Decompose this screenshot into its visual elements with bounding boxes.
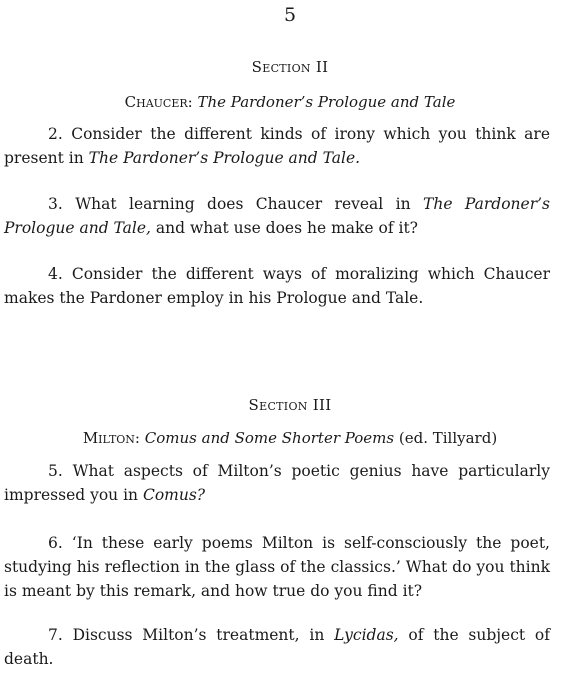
question-7-title: Lycidas,: [334, 626, 399, 644]
question-4-text: Consider the different ways of moralizing which Chaucer makes the Pardoner employ in his Prologue and Tale.: [4, 265, 550, 307]
question-3-number: 3.: [48, 195, 63, 213]
question-3-title: The Pardoner’s Prologue and Tale,: [4, 195, 550, 237]
question-6-number: 6.: [48, 534, 63, 552]
section-2-heading: [0, 58, 580, 76]
question-7-number: 7.: [48, 626, 63, 644]
question-5-text: What aspects of Milton’s poetic genius have particularly impressed you in: [4, 462, 550, 504]
question-7-text-end: of the subject of death.: [4, 626, 550, 668]
section-2-heading-initial: S: [251, 58, 263, 76]
question-2-number: 2.: [48, 125, 63, 143]
question-3: [4, 192, 550, 240]
question-2-title: The Pardoner’s Prologue and Tale.: [88, 149, 361, 167]
question-5-title: Comus?: [142, 486, 206, 504]
section-3-heading-initial: S: [248, 396, 260, 414]
question-7: [4, 623, 550, 671]
question-3-text-end: and what use does he make of it?: [155, 219, 418, 237]
section-2-separator: :: [187, 93, 193, 111]
question-6-text: ‘In these early poems Milton is self-consciously the poet, studying his reflection in the glass of the classics.’ What do you think is meant by this remark, and how true do you find it?: [4, 534, 550, 600]
question-4: [4, 262, 550, 310]
section-3-editor-note: (ed. Tillyard): [398, 429, 498, 447]
section-3-subtitle: [0, 429, 580, 447]
section-2-work-title: The Pardoner’s Prologue and Tale: [197, 93, 456, 111]
section-3-heading: [0, 396, 580, 414]
question-2: [4, 122, 550, 170]
section-3-separator: :: [134, 429, 140, 447]
question-6: [4, 531, 550, 603]
section-2-subtitle: [0, 93, 580, 111]
question-7-text: Discuss Milton’s treatment, in: [72, 626, 325, 644]
section-3-work-title: Comus and Some Shorter Poems: [144, 429, 395, 447]
question-5: [4, 459, 550, 507]
question-5-number: 5.: [48, 462, 63, 480]
question-3-text: What learning does Chaucer reveal in: [75, 195, 411, 213]
section-3-heading-word: ection: [259, 396, 308, 414]
section-2-heading-word: ection: [262, 58, 311, 76]
section-2-author: Chaucer: [124, 93, 188, 111]
section-2-heading-numeral: II: [315, 58, 329, 76]
question-4-number: 4.: [48, 265, 63, 283]
page-number: 5: [283, 4, 297, 26]
section-3-author: Milton: [82, 429, 135, 447]
question-2-text: Consider the different kinds of irony which you think are present in: [4, 125, 550, 167]
section-3-heading-numeral: III: [312, 396, 332, 414]
